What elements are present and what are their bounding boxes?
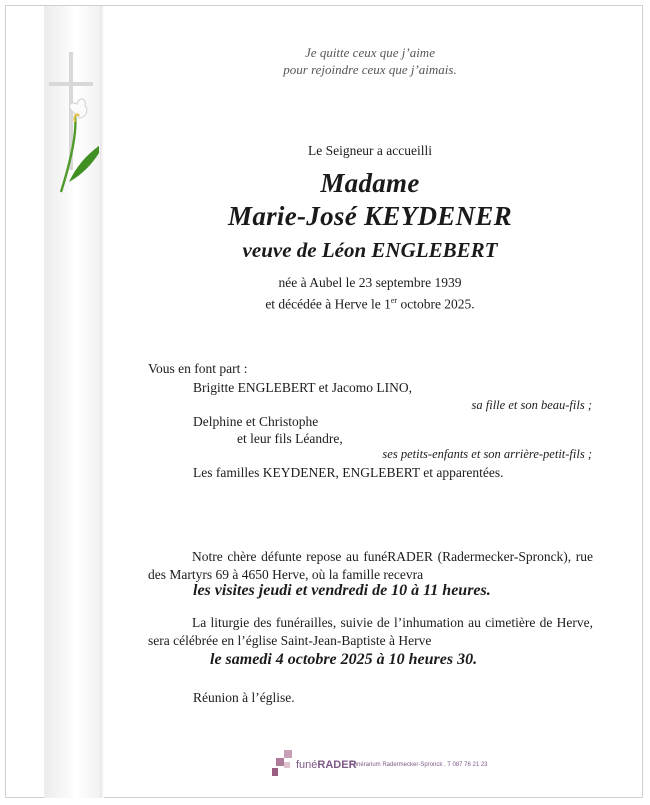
family-entry-1-name: Brigitte ENGLEBERT et Jacomo LINO, <box>193 380 413 395</box>
cross-with-lily-icon <box>47 52 99 202</box>
visit-hours: les visites jeudi et vendredi de 10 à 11 heures. <box>193 582 491 599</box>
family-entry-2-name2: et leur fils Léandre, <box>237 431 343 446</box>
deceased-spouse: veuve de Léon ENGLEBERT <box>242 238 498 262</box>
logo-details: Funérarium Radermecker-Spronck . T 087 76 21 23 <box>350 762 488 768</box>
deceased-name: Marie-José KEYDENER <box>228 201 512 231</box>
quote-line-1: Je quitte ceux que j’aime <box>305 45 435 60</box>
death-date: et décédée à Herve le 1er octobre 2025. <box>265 296 475 312</box>
deceased-title: Madame <box>320 168 420 198</box>
family-entry-1-relation: sa fille et son beau-fils ; <box>471 398 592 412</box>
family-entry-2-name: Delphine et Christophe <box>193 414 319 429</box>
quote <box>120 44 620 78</box>
family-intro: Vous en font part : <box>148 361 248 376</box>
intro-text: Le Seigneur a accueilli <box>307 143 433 158</box>
visit-text: Notre chère défunte repose au funéRADER (Radermecker-Spronck), rue des Martyrs 69 à 4650 Herve, où la famille recevra <box>148 549 593 582</box>
birth-date: née à Aubel le 23 septembre 1939 <box>278 275 462 290</box>
band-shadow <box>100 6 104 798</box>
dates <box>120 274 620 314</box>
funerader-logo <box>272 750 502 778</box>
logo-mark-icon <box>272 750 294 776</box>
quote-line-2: pour rejoindre ceux que j’aimais. <box>283 62 457 77</box>
funeral-date: le samedi 4 octobre 2025 à 10 heures 30. <box>210 651 478 668</box>
family-entry-2-relation: ses petits-enfants et son arrière-petit-fils ; <box>382 447 592 461</box>
family-entry-3-name: Les familles KEYDENER, ENGLEBERT et apparentées. <box>193 465 504 480</box>
logo-brand: funéRADER <box>296 759 357 771</box>
reunion-text: Réunion à l’église. <box>193 690 295 705</box>
funeral-text: La liturgie des funérailles, suivie de l’inhumation au cimetière de Herve, sera célébrée en l’église Saint-Jean-Baptiste à Herve <box>148 615 593 648</box>
